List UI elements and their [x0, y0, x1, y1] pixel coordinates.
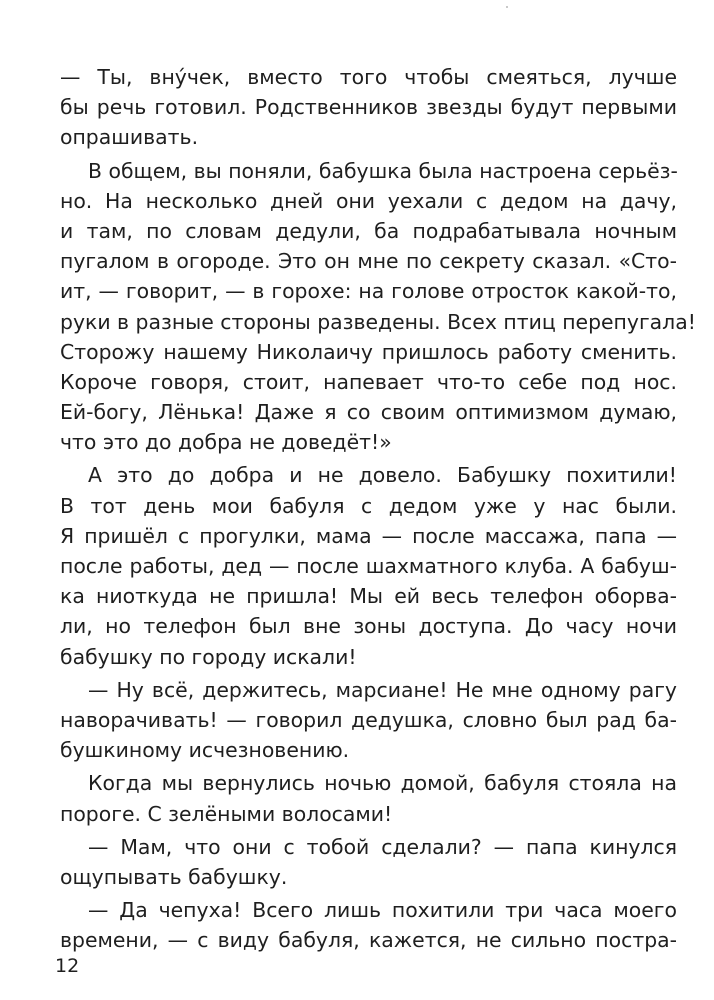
text-line: бушкиному исчезновению.	[60, 738, 350, 763]
text-line: Я пришёл с прогулки, мама — после массажа, папа —	[60, 523, 677, 548]
text-line: В общем, вы поняли, бабушка была настроена серьёз-	[88, 158, 678, 183]
text-line: но. На несколько дней они уехали с дедом на дачу,	[60, 188, 677, 213]
text-line: А это до добра и не довело. Бабушку похитили!	[88, 463, 677, 488]
text-line: после работы, дед — после шахматного клуба. А бабуш-	[60, 554, 677, 578]
text-line: ка ниоткуда не пришла! Мы ей весь телефон оборва-	[60, 584, 677, 609]
text-line: Сторожу нашему Николаичу пришлось работу сменить.	[60, 339, 677, 364]
text-line: ли, но телефон был вне зоны доступа. До часу ночи	[60, 614, 677, 639]
text-line: и там, по словам дедули, ба подрабатывала ночным	[60, 218, 677, 243]
text-line: времени, — с виду бабуля, кажется, не сильно постра-	[60, 928, 677, 953]
text-line: — Да чепуха! Всего лишь похитили три часа моего	[88, 898, 677, 923]
text-line: бы речь готовил. Родственников звезды будут первыми	[60, 95, 677, 120]
text-line: Ей-богу, Лёнька! Даже я со своим оптимизмом думаю,	[60, 400, 677, 425]
text-line: наворачивать! — говорил дедушка, словно был рад ба-	[60, 707, 677, 732]
text-line: опрашивать.	[60, 125, 199, 150]
text-line: Когда мы вернулись ночью домой, бабуля стояла на	[88, 771, 677, 796]
text-line: — Мам, что они с тобой сделали? — папа кинулся	[88, 834, 677, 859]
text-line: бабушку по городу искали!	[60, 644, 357, 669]
text-line: пороге. С зелёными волосами!	[60, 801, 393, 826]
body-text	[60, 62, 696, 955]
scan-mark	[506, 6, 508, 8]
text-line: руки в разные стороны разведены. Всех птиц перепугала!	[60, 309, 696, 334]
text-line: что это до добра не доведёт!»	[60, 430, 392, 455]
text-line: ощупывать бабушку.	[60, 864, 288, 889]
page-number: 12	[55, 955, 80, 977]
text-line: — Ты, вну́чек, вместо того чтобы смеяться, лучше	[60, 65, 677, 89]
text-line: — Ну всё, держитесь, марсиане! Не мне одному рагу	[88, 677, 677, 702]
text-line: В тот день мои бабуля с дедом уже у нас были.	[60, 493, 677, 518]
text-line: ит, — говорит, — в горохе: на голове отросток какой-то,	[60, 279, 677, 304]
text-line: Короче говоря, стоит, напевает что-то себе под нос.	[60, 369, 677, 394]
text-line: пугалом в огороде. Это он мне по секрету сказал. «Сто-	[60, 249, 677, 274]
